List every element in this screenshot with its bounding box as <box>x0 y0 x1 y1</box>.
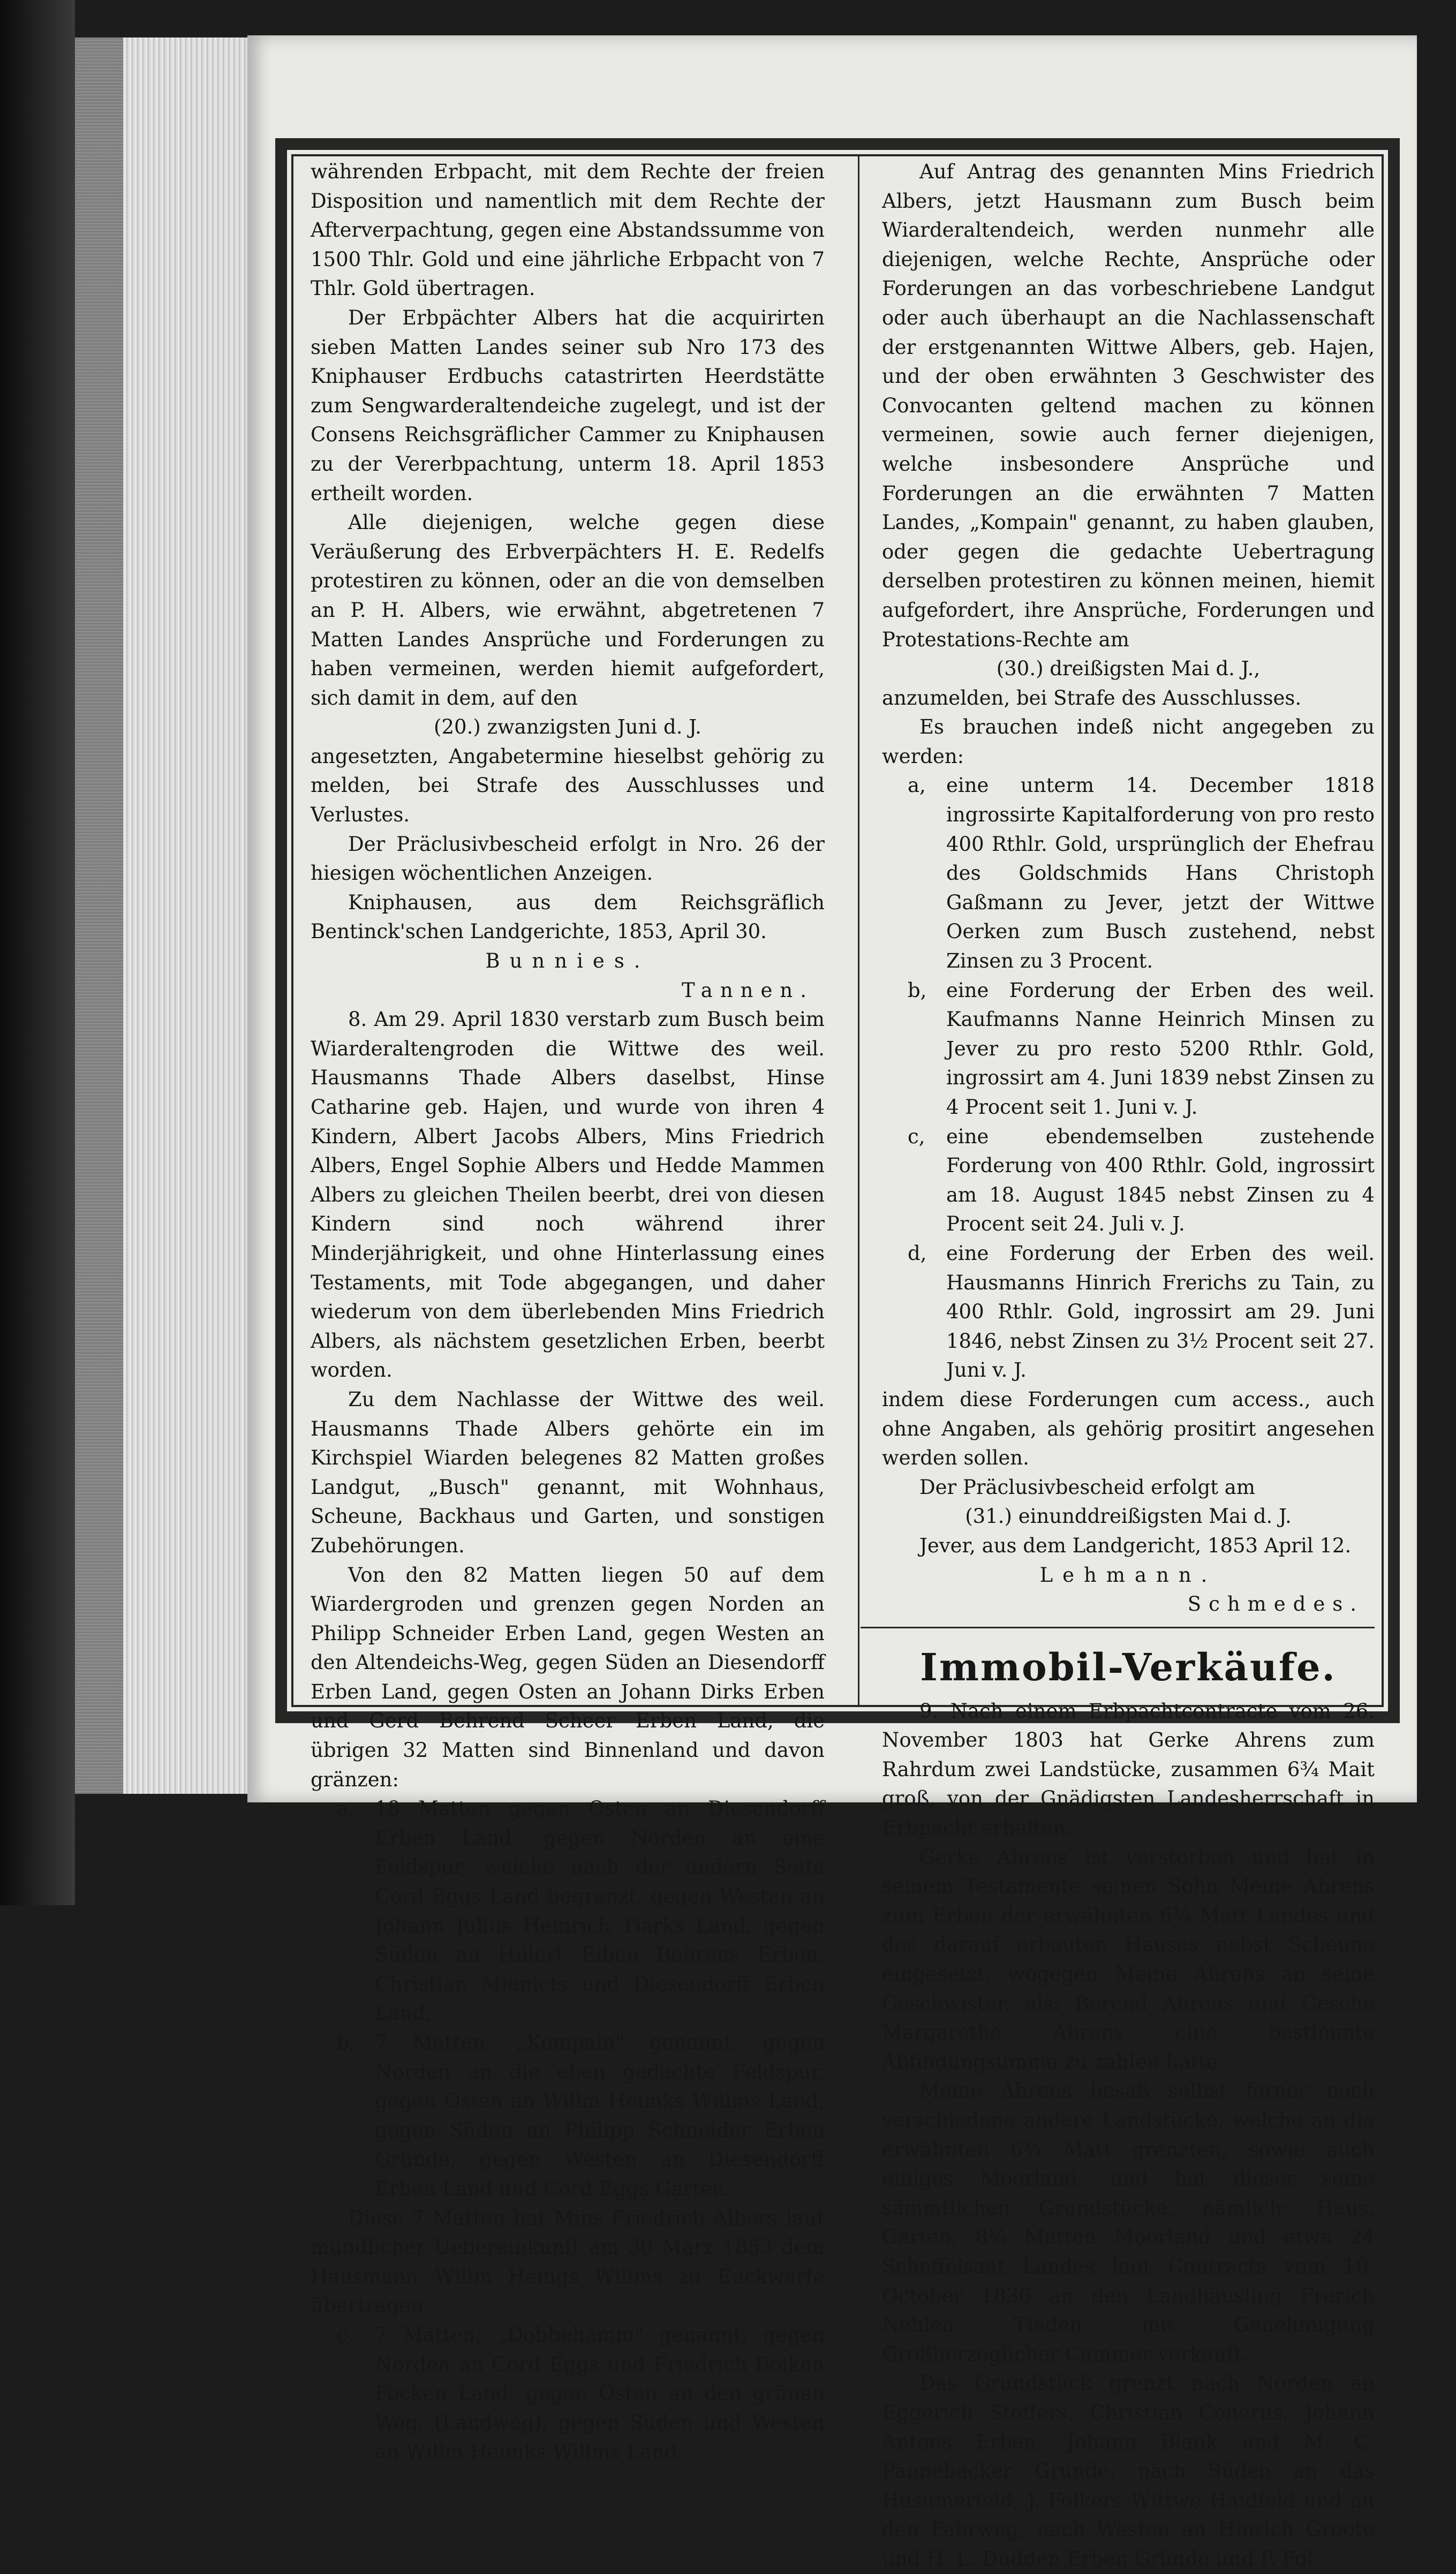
paragraph: Das Grundstück grenzt nach Norden an Eggerich Stoffers, Christian Conerus, Johann Antons Erben, Johann Blank und M. C. Pannebacker Gründe, nach Süden an das Husumerfeld, J. Folkers Wittwe Haidfeld und an den Fahrweg, nach Westen an Hinrich Groote und H. L. Dudden Erben Gründe und P. Fol- <box>882 2372 1375 2570</box>
paragraph: Alle diejenigen, welche gegen diese Veräußerung des Erbverpächters H. E. Redelfs protestiren zu können, oder an die von demselben an P. H. Albers, wie erwähnt, abgetretenen 7 Matten Landes Ansprüche und Forderungen zu haben vermeinen, werden hiemit aufgefordert, sich damit in dem, auf den <box>311 511 825 709</box>
signature: Schmedes. <box>1187 1592 1364 1616</box>
paragraph: Diese 7 Matten hat Mins Friedrich Albers laut mündlicher Uebereinkunft am 30 März 1853 dem Hausmann Willm Heings Willms zu Euckwarfe übertragen. <box>311 2206 825 2318</box>
signature: Bunnies. <box>485 949 650 973</box>
item-label: a, <box>336 1797 354 1821</box>
item-label: b, <box>908 978 927 1002</box>
paragraph: währenden Erbpacht, mit dem Rechte der freien Disposition und namentlich mit dem Rechte der Afterverpachtung, gegen eine Abstandssumme von 1500 Thlr. Gold und eine jährliche Erbpacht von 7 Thlr. Gold übertragen. <box>311 160 825 300</box>
item-label: b, <box>336 2031 356 2054</box>
item-text: eine ebendemselben zustehende Forderung von 400 Rthlr. Gold, ingrossirt am 18. August 1845 nebst Zinsen zu 4 Procent seit 24. Juli v. J. <box>946 1124 1375 1236</box>
date-line: (31.) einunddreißigsten Mai d. J. <box>965 1505 1292 1528</box>
paragraph: Es brauchen indeß nicht angegeben zu werden: <box>882 715 1375 768</box>
paragraph: Der Erbpächter Albers hat die acquirirten sieben Matten Landes seiner sub Nro 173 des Kniphauser Erdbuchs catastrirten Heerdstätte zum Sengwarderaltendeiche zugelegt, und ist der Consens Reichsgräflicher Cammer zu Kniphausen zu der Vererbpachtung, unterm 18. April 1853 ertheilt worden. <box>311 306 825 505</box>
list-item <box>882 976 1375 1122</box>
paragraph: 8. Am 29. April 1830 verstarb zum Busch beim Wiarderaltengroden die Wittwe des weil. Hausmanns Thade Albers daselbst, Hinse Catharine geb. Hajen, und wurde von ihren 4 Kindern, Albert Jacobs Albers, Mins Friedrich Albers, Engel Sophie Albers und Hedde Mammen Albers zu gleichen Theilen beerbt, drei von diesen Kindern sind noch während ihrer Minderjährigkeit, und ohne Hinterlassung eines Testaments, mit Tode abgegangen, und daher wiederum von dem überlebenden Mins Friedrich Albers, als nächstem gesetzlichen Erben, beerbt worden. <box>311 1008 825 1382</box>
section-divider <box>861 1627 1375 1628</box>
item-label: c, <box>908 1124 925 1148</box>
signature: Tannen. <box>681 978 814 1002</box>
list-item <box>882 1122 1375 1239</box>
left-column <box>311 157 825 2464</box>
right-column <box>882 157 1375 2570</box>
paragraph: Kniphausen, aus dem Reichsgräflich Bentinck'schen Landgerichte, 1853, April 30. <box>311 890 825 943</box>
paragraph: Jever, aus dem Landgericht, 1853 April 12. <box>919 1534 1352 1557</box>
paragraph: angesetzten, Angabetermine hieselbst gehörig zu melden, bei Strafe des Ausschlusses und Verlustes. <box>311 744 825 827</box>
paragraph: Von den 82 Matten liegen 50 auf dem Wiardergroden und grenzen gegen Norden an Philipp Schneider Erben Land, gegen Westen an den Altendeichs-Weg, gegen Süden an Diesendorff Erben Land, gegen Osten an Johann Dirks Erben und Gerd Behrend Scheer Erben Land, die übrigen 32 Matten sind Binnenland und davon gränzen: <box>311 1563 825 1791</box>
item-text: 7 Matten, „Kompain" genannt, gegen Norden an die eben gedachte Feldspur, gegen Osten an Willm Heimks Willms Land, gegen Süden an Philipp Schneider Erben Gründe, gegen Westen an Diesendorff Erben Land und Cord Eggs Garten. <box>375 2031 825 2200</box>
book-cover-edge <box>75 37 125 1794</box>
paragraph: Der Präclusivbescheid erfolgt in Nro. 26 der hiesigen wöchentlichen Anzeigen. <box>311 832 825 885</box>
date-line: (30.) dreißigsten Mai d. J., <box>996 657 1261 681</box>
paragraph: Der Präclusivbescheid erfolgt am <box>919 1475 1255 1499</box>
paragraph: Auf Antrag des genannten Mins Friedrich Albers, jetzt Hausmann zum Busch beim Wiarderaltendeich, werden nunmehr alle diejenigen, welche Rechte, Ansprüche oder Forderungen an das vorbeschriebene Landgut oder auch überhaupt an die Nachlassenschaft der erstgenannten Wittwe Albers, geb. Hajen, und der oben erwähnten 3 Geschwister des Convocanten geltend machen zu können vermeinen, sowie auch ferner diejenigen, welche insbesondere Ansprüche und Forderungen an die erwähnten 7 Matten Landes, „Kompain" genannt, zu haben glauben, oder gegen die gedachte Uebertragung derselben protestiren zu können meinen, hiemit aufgefordert, ihre Ansprüche, Forderungen und Protestations-Rechte am <box>882 160 1375 651</box>
paragraph: Gerke Ahrens ist verstorben und hat in seinem Testamente seinen Sohn Meine Ahrens zum Erben der erwähnten 6¾ Matt Landes und des darauf erbauten Hauses nebst Scheune eingesetzt, wogegen Meine Ahrens an seine Geschwister, als: Berend Ahrens und Gesche Margarethe Ahrens eine bestimmte Abfindungsumme zu zahlen hatte. <box>882 1845 1375 2073</box>
paragraph: anzumelden, bei Strafe des Ausschlusses. <box>882 686 1302 709</box>
paragraph: 9. Nach einem Erbpachtcontracte vom 26. November 1803 hat Gerke Ahrens zum Rahrdum zwei Landstücke, zusammen 6¾ Mait groß, von der Gnädigsten Landesherrschaft in Erbpacht erhalten. <box>882 1699 1375 1840</box>
paragraph: Zu dem Nachlasse der Wittwe des weil. Hausmanns Thade Albers gehörte ein im Kirchspiel Wiarden belegenes 82 Matten großes Landgut, „Busch" genannt, mit Wohnhaus, Scheune, Backhaus und Garten, und sonstigen Zubehörungen. <box>311 1387 825 1557</box>
signature: Lehmann. <box>1039 1563 1217 1587</box>
list-item <box>882 771 1375 976</box>
list-item <box>882 1239 1375 1385</box>
page-edges <box>123 37 249 1794</box>
column-divider <box>858 156 859 1706</box>
paragraph: Meine Ahrens besaß selbst ferner noch verschiedene andere Landstücke, welche an die erwähnten 6¾ Matt grenzten, sowie auch einiges Moorland, und hat dieser seine sämmtlichen Grundstücke, nämlich: Haus, Garten, 8¼ Matten Moorland und etwa 24 Scheffelsaat Landes laut Contracts vom 10. October 1836 an den Landhäusling Frerich Nehlen Tiaden mit Genehmigung Großherzoglicher Cammer verkauft. <box>882 2079 1375 2366</box>
item-label: c, <box>336 2323 354 2346</box>
page <box>247 35 1417 2570</box>
item-text: eine Forderung der Erben des weil. Kaufmanns Nanne Heinrich Minsen zu Jever zu pro resto 5200 Rthlr. Gold, ingrossirt am 4. Juni 1839 nebst Zinsen zu 4 Procent seit 1. Juni v. J. <box>946 978 1375 1119</box>
list-item <box>311 2028 825 2204</box>
list-item <box>311 1794 825 2028</box>
item-label: a, <box>908 774 926 797</box>
item-label: d, <box>908 1241 927 1265</box>
item-text: 7 Matten, „Dobbehamm" genannt, gegen Norden an Cord Eggs und Friedrich Boiken Focken Land, gegen Osten an den grünen Weg, (Landweg), gegen Süden und Westen an Willm Heimks Willms Land. <box>375 2323 825 2464</box>
list-item <box>311 2321 825 2467</box>
item-text: eine Forderung der Erben des weil. Hausmanns Hinrich Frerichs zu Tain, zu 400 Rthlr. Gold, ingrossirt am 29. Juni 1846, nebst Zinsen zu 3½ Procent seit 27. Juni v. J. <box>946 1241 1375 1382</box>
date-line: (20.) zwanzigsten Juni d. J. <box>434 715 701 739</box>
item-text: eine unterm 14. December 1818 ingrossirte Kapitalforderung von pro resto 400 Rthlr. Gold, ursprünglich der Ehefrau des Goldschmids Hans Christoph Gaßmann zu Jever, jetzt der Wittwe Oerken zum Busch zustehend, nebst Zinsen zu 3 Procent. <box>946 774 1375 973</box>
book-spine <box>0 0 75 1905</box>
paragraph: indem diese Forderungen cum access., auch ohne Angaben, als gehörig prositirt angesehen werden sollen. <box>882 1387 1375 1470</box>
item-text: 18 Matten gegen Osten an Diesendorff Erben Land, gegen Norden an eine Feldspur, welche nach der andern Seite Cord Eggs Land begrenzt, gegen Westen an Johann Julius Heinrich Tiarks Land, gegen Süden an Hillert Eiben Behrens Erben, Christian Mienicts und Diesendorff Erben Land, <box>375 1797 825 2025</box>
section-heading: Immobil-Verkäufe. <box>920 1644 1337 1689</box>
